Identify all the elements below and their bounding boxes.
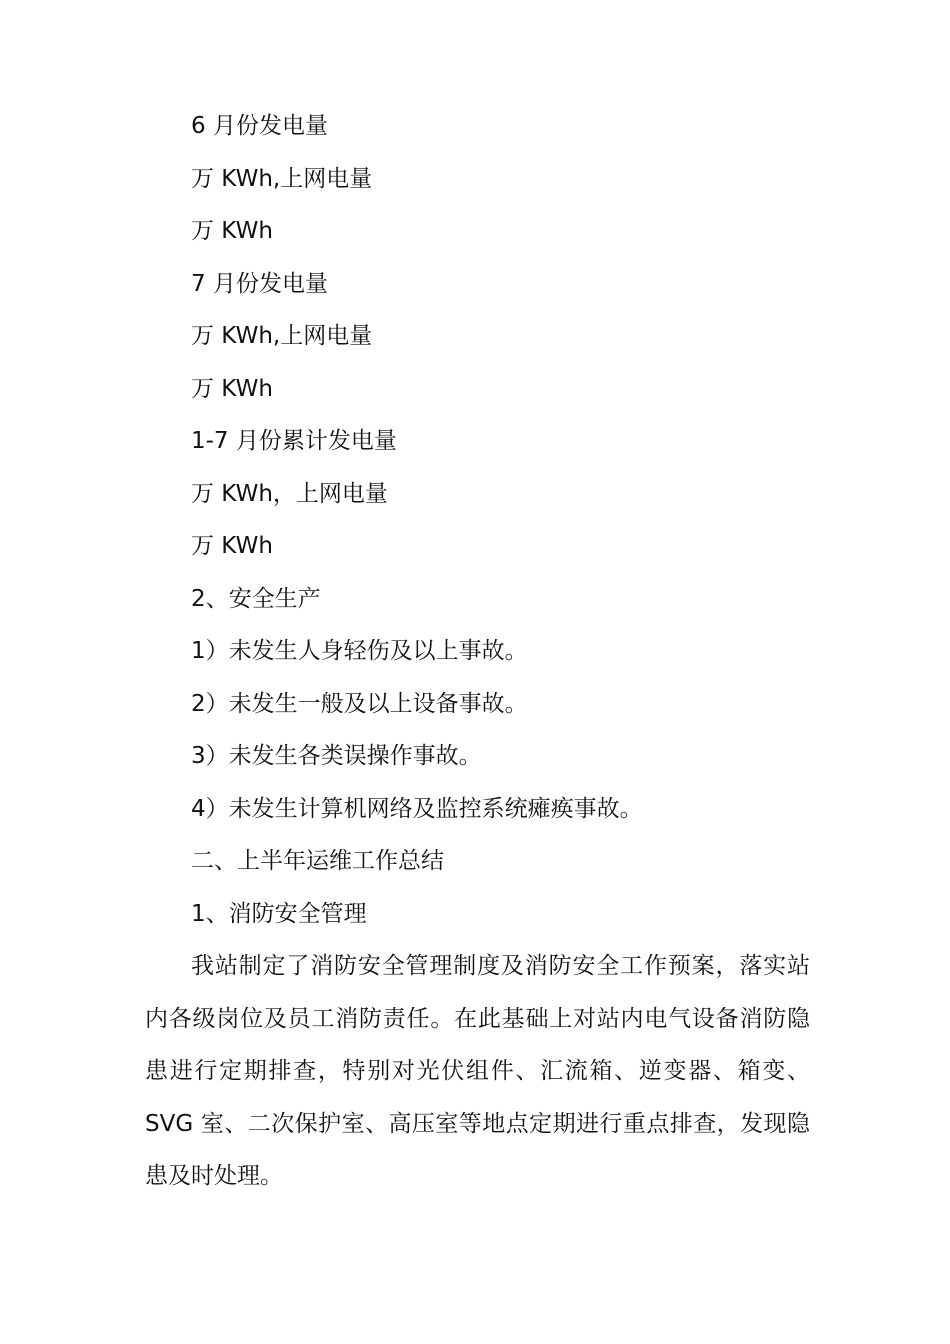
section-heading-safety: 2、安全生产 [191,585,321,612]
july-grid-unit-line: 万 KWh [191,375,273,402]
june-grid-line: 万 KWh,上网电量 [191,165,373,192]
june-grid-unit-line: 万 KWh [191,218,273,244]
cumulative-grid-unit-line: 万 KWh [191,533,273,559]
safety-item-3: 3）未发生各类误操作事故。 [191,743,482,769]
cumulative-generation-line: 1-7 月份累计发电量 [191,428,397,454]
safety-item-2: 2）未发生一般及以上设备事故。 [191,690,528,717]
cumulative-grid-line: 万 KWh，上网电量 [191,480,388,507]
document-body [145,100,810,1203]
july-generation-line: 7 月份发电量 [191,270,328,297]
june-generation-line: 6 月份发电量 [191,113,328,139]
fire-safety-paragraph: 我站制定了消防安全管理制度及消防安全工作预案，落实站内各级岗位及员工消防责任。在此基础上对站内电气设备消防隐患进行定期排查，特别对光伏组件、汇流箱、逆变器、箱变、SVG 室、二次保护室、高压室等地点定期进行重点排查，发现隐患及时处理。 [145,953,810,1189]
subsection-heading-fire-safety: 1、消防安全管理 [191,900,367,927]
safety-item-4: 4）未发生计算机网络及监控系统瘫痪事故。 [191,795,643,822]
section-heading-summary: 二、上半年运维工作总结 [191,848,444,874]
safety-item-1: 1）未发生人身轻伤及以上事故。 [191,638,528,664]
july-grid-line: 万 KWh,上网电量 [191,323,373,349]
